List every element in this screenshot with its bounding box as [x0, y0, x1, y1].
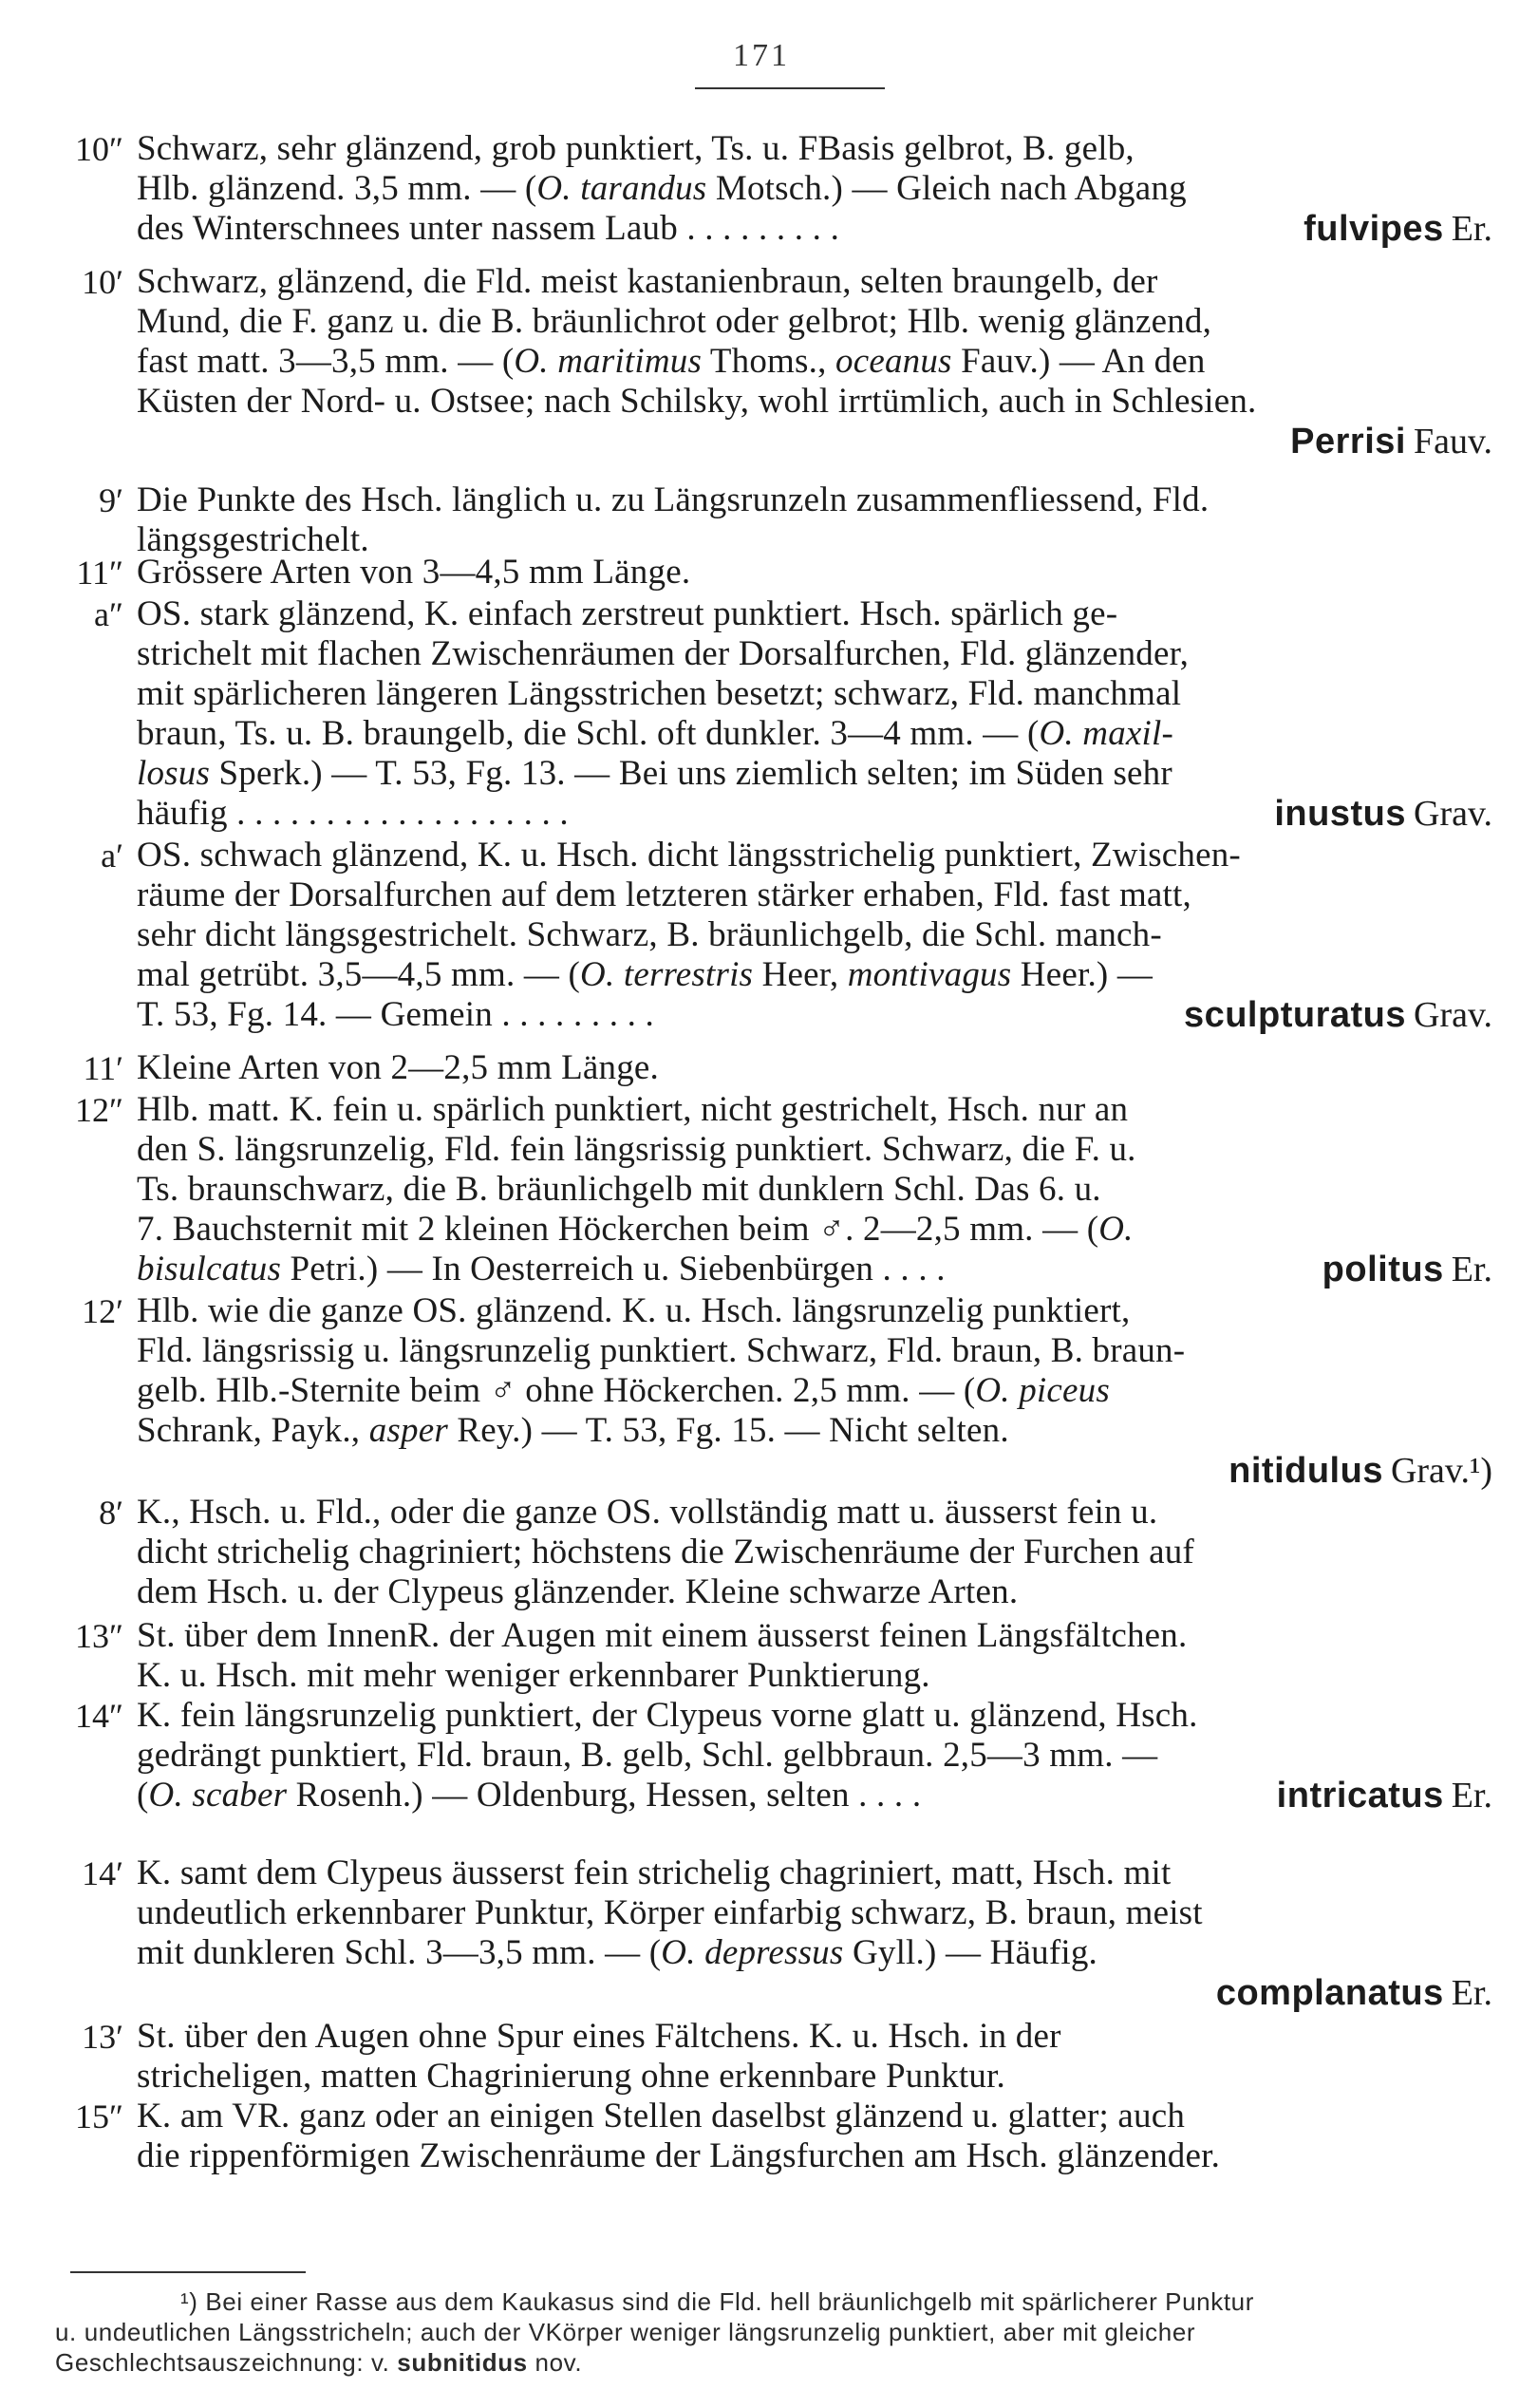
species-epithet: nitidulus — [1229, 1451, 1383, 1491]
entry-code: a′ — [101, 837, 123, 875]
entry-line: (O. scaber Rosenh.) — Oldenburg, Hessen, selten . . . . — [137, 1776, 922, 1815]
species-name — [1229, 1451, 1492, 1491]
entry-line: strichelt mit flachen Zwischenräumen der Dorsalfurchen, Fld. glänzender, — [137, 634, 1190, 673]
entry-line: mit spärlicheren längeren Längsstrichen besetzt; schwarz, Fld. manchmal — [137, 674, 1182, 713]
species-author: Er. — [1451, 209, 1492, 249]
entry-line: K. am VR. ganz oder an einigen Stellen daselbst glänzend u. glatter; auch — [137, 2097, 1186, 2135]
entry-line: T. 53, Fg. 14. — Gemein . . . . . . . . . — [137, 995, 655, 1034]
footnote-line: u. undeutlichen Längsstricheln; auch der VKörper weniger längsrunzelig punktiert, aber mit gleicher — [55, 2318, 1196, 2346]
entry-line: dem Hsch. u. der Clypeus glänzender. Kleine schwarze Arten. — [137, 1572, 1019, 1611]
entry-line: stricheligen, matten Chagrinierung ohne erkennbare Punktur. — [137, 2057, 1005, 2096]
page-number: 171 — [733, 38, 790, 73]
entry-code: 14′ — [82, 1854, 123, 1892]
species-author: Er. — [1451, 1973, 1492, 2013]
entry-line: den S. längsrunzelig, Fld. fein längsrissig punktiert. Schwarz, die F. u. — [137, 1130, 1136, 1169]
species-epithet: inustus — [1274, 794, 1406, 834]
species-epithet: Perrisi — [1290, 422, 1406, 461]
entry-code: 14″ — [75, 1697, 123, 1735]
species-epithet: complanatus — [1215, 1973, 1444, 2013]
entry-line: des Winterschnees unter nassem Laub . . . . . . . . . — [137, 209, 840, 248]
entry-line: dicht strichelig chagriniert; höchstens die Zwischenräume der Furchen auf — [137, 1533, 1194, 1571]
entry-line: Die Punkte des Hsch. länglich u. zu Längsrunzeln zusammenfliessend, Fld. — [137, 480, 1210, 519]
entry-code: 11″ — [76, 554, 123, 592]
entry-line: gelb. Hlb.-Sternite beim ♂ ohne Höckerchen. 2,5 mm. — (O. piceus — [137, 1371, 1110, 1410]
entry-line: Fld. längsrissig u. längsrunzelig punktiert. Schwarz, Fld. braun, B. braun- — [137, 1331, 1186, 1370]
entry-code: 10″ — [75, 130, 123, 168]
species-epithet: politus — [1322, 1250, 1444, 1289]
species-epithet: intricatus — [1276, 1776, 1444, 1815]
entry-line: bisulcatus Petri.) — In Oesterreich u. Siebenbürgen . . . . — [137, 1250, 946, 1289]
entry-code: 13″ — [75, 1617, 123, 1655]
entry-code: 8′ — [99, 1494, 123, 1532]
entry-code: 11′ — [83, 1049, 123, 1087]
species-name — [1304, 209, 1492, 249]
entry-line: Hlb. matt. K. fein u. spärlich punktiert, nicht gestrichelt, Hsch. nur an — [137, 1090, 1129, 1129]
entry-line: gedrängt punktiert, Fld. braun, B. gelb, Schl. gelbbraun. 2,5—3 mm. — — [137, 1736, 1158, 1775]
species-author: Er. — [1451, 1776, 1492, 1815]
entry-code: 12″ — [75, 1091, 123, 1129]
entry-line: sehr dicht längsgestrichelt. Schwarz, B. bräunlichgelb, die Schl. manch- — [137, 915, 1162, 954]
species-name — [1290, 422, 1492, 461]
header-rule — [695, 87, 885, 89]
species-epithet: sculpturatus — [1183, 995, 1406, 1035]
entry-code: 10′ — [82, 263, 123, 301]
species-author: Er. — [1451, 1250, 1492, 1289]
entry-code: 13′ — [82, 2018, 123, 2056]
entry-line: K. fein längsrunzelig punktiert, der Clypeus vorne glatt u. glänzend, Hsch. — [137, 1696, 1198, 1735]
species-name — [1184, 995, 1492, 1035]
species-author: Grav. — [1414, 995, 1492, 1035]
species-name — [1274, 794, 1492, 834]
entry-line: Küsten der Nord- u. Ostsee; nach Schilsky, wohl irrtümlich, auch in Schlesien. — [137, 382, 1257, 421]
entry-line: K. u. Hsch. mit mehr weniger erkennbarer Punktierung. — [137, 1656, 930, 1695]
species-name — [1322, 1250, 1492, 1289]
entry-line: Hlb. glänzend. 3,5 mm. — (O. tarandus Motsch.) — Gleich nach Abgang — [137, 169, 1187, 208]
entry-line: Grössere Arten von 3—4,5 mm Länge. — [137, 553, 691, 592]
entry-line: räume der Dorsalfurchen auf dem letzteren stärker erhaben, Fld. fast matt, — [137, 875, 1191, 914]
entry-code: 15″ — [75, 2098, 123, 2135]
entry-code: a″ — [94, 595, 123, 633]
footnote-rule — [70, 2271, 306, 2273]
entry-line: mit dunkleren Schl. 3—3,5 mm. — (O. depressus Gyll.) — Häufig. — [137, 1933, 1097, 1972]
footnote-line: Geschlechtsauszeichnung: v. subnitidus nov. — [55, 2348, 583, 2377]
entry-line: Schrank, Payk., asper Rey.) — T. 53, Fg. 15. — Nicht selten. — [137, 1411, 1009, 1450]
entry-line: mal getrübt. 3,5—4,5 mm. — (O. terrestris Heer, montivagus Heer.) — — [137, 955, 1154, 994]
species-epithet: fulvipes — [1304, 209, 1444, 249]
entry-line: Ts. braunschwarz, die B. bräunlichgelb mit dunklern Schl. Das 6. u. — [137, 1170, 1101, 1209]
footnote-line: ¹) Bei einer Rasse aus dem Kaukasus sind die Fld. hell bräunlichgelb mit spärlicherer Punktur — [180, 2287, 1254, 2316]
entry-line: Schwarz, sehr glänzend, grob punktiert, Ts. u. FBasis gelbrot, B. gelb, — [137, 129, 1135, 168]
entry-line: häufig . . . . . . . . . . . . . . . . . . . — [137, 794, 569, 833]
entry-code: 12′ — [82, 1292, 123, 1330]
entry-line: St. über dem InnenR. der Augen mit einem äusserst feinen Längsfältchen. — [137, 1616, 1188, 1655]
entry-line: St. über den Augen ohne Spur eines Fältchens. K. u. Hsch. in der — [137, 2017, 1061, 2056]
entry-line: 7. Bauchsternit mit 2 kleinen Höckerchen beim ♂. 2—2,5 mm. — (O. — [137, 1210, 1134, 1249]
entry-line: braun, Ts. u. B. braungelb, die Schl. oft dunkler. 3—4 mm. — (O. maxil- — [137, 714, 1174, 753]
entry-line: losus Sperk.) — T. 53, Fg. 13. — Bei uns ziemlich selten; im Süden sehr — [137, 754, 1172, 793]
entry-line: Hlb. wie die ganze OS. glänzend. K. u. Hsch. längsrunzelig punktiert, — [137, 1291, 1131, 1330]
species-name — [1277, 1776, 1492, 1815]
entry-line: die rippenförmigen Zwischenräume der Längsfurchen am Hsch. glänzender. — [137, 2136, 1221, 2175]
entry-line: Kleine Arten von 2—2,5 mm Länge. — [137, 1048, 659, 1087]
entry-line: OS. schwach glänzend, K. u. Hsch. dicht längsstrichelig punktiert, Zwischen- — [137, 836, 1241, 875]
entry-line: undeutlich erkennbarer Punktur, Körper einfarbig schwarz, B. braun, meist — [137, 1893, 1203, 1932]
entry-line: OS. stark glänzend, K. einfach zerstreut punktiert. Hsch. spärlich ge- — [137, 594, 1118, 633]
species-name — [1216, 1973, 1492, 2013]
species-author: Grav. — [1414, 794, 1492, 834]
entry-line: längsgestrichelt. — [137, 520, 369, 559]
entry-line: K. samt dem Clypeus äusserst fein strichelig chagriniert, matt, Hsch. mit — [137, 1853, 1172, 1892]
entry-code: 9′ — [99, 481, 123, 519]
entry-line: Schwarz, glänzend, die Fld. meist kastanienbraun, selten braungelb, der — [137, 262, 1158, 301]
entry-line: K., Hsch. u. Fld., oder die ganze OS. vollständig matt u. äusserst fein u. — [137, 1493, 1158, 1532]
entry-line: fast matt. 3—3,5 mm. — (O. maritimus Thoms., oceanus Fauv.) — An den — [137, 342, 1206, 381]
entry-line: Mund, die F. ganz u. die B. bräunlichrot oder gelbrot; Hlb. wenig glänzend, — [137, 302, 1212, 341]
species-author: Grav.¹) — [1390, 1451, 1492, 1491]
species-author: Fauv. — [1413, 422, 1492, 461]
